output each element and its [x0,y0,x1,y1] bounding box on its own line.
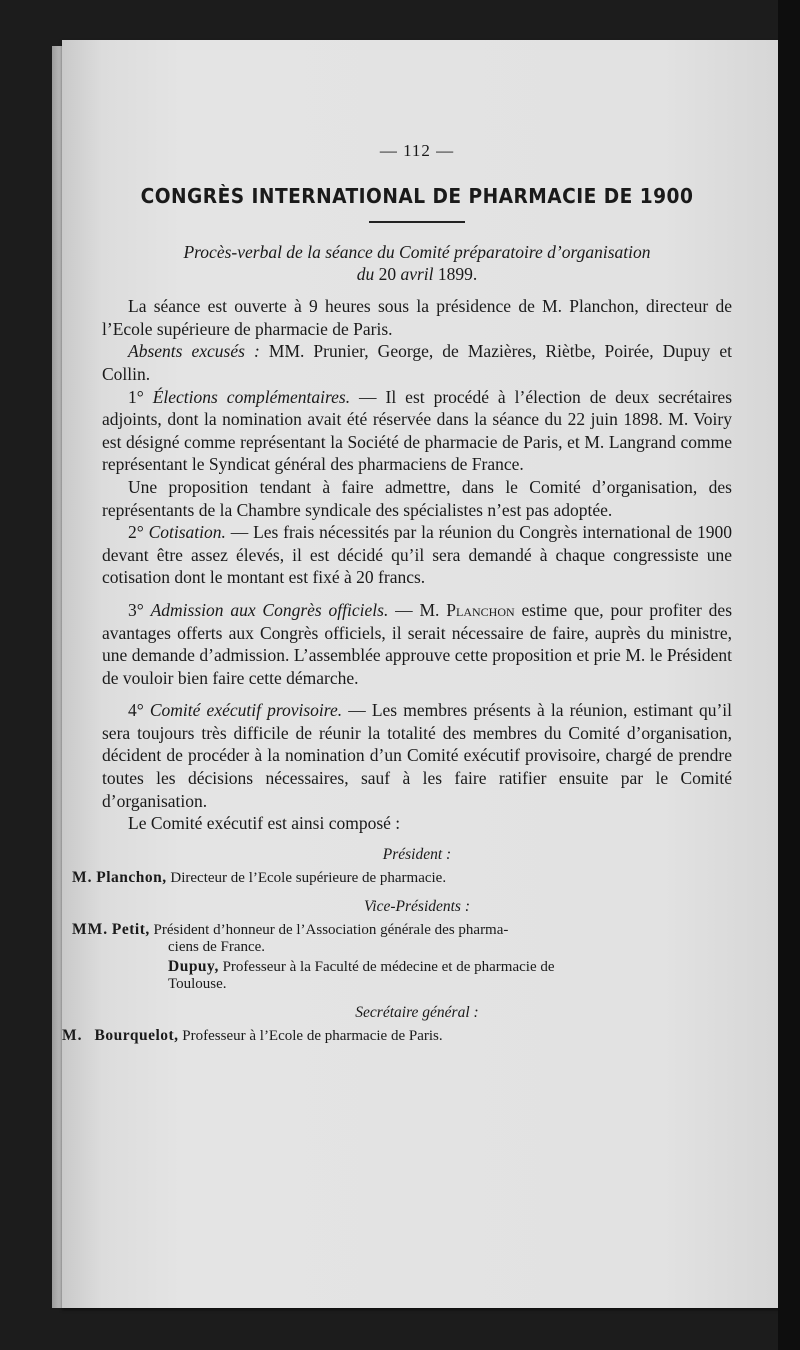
member-prefix: MM. [72,920,109,938]
section-cotisation-text: — Les frais nécessités par la réunion du Congrès international de 1900 devant être assez élevés, il est décidé qu’il sera demandé à chaque congressiste une cotisation dont le montant est fixé à 20 francs. [102,522,732,588]
member-desc: Président d’honneur de l’Association générale des pharma- [149,921,509,938]
member-desc: Directeur de l’Ecole supérieure de pharmacie. [166,869,447,886]
composition-paragraph: Le Comité exécutif est ainsi composé : [128,813,401,834]
member-president [72,869,732,887]
member-name: Bourquelot, [94,1026,179,1044]
section-admission-label: Admission aux Congrès officiels. [150,599,389,620]
section-admission-num: 3° [128,599,151,620]
member-vp2 [168,958,732,993]
section-cotisation-label: Cotisation. [148,522,226,543]
scan-border [778,0,800,1350]
member-prefix: M. [62,1026,83,1044]
page-content [62,140,733,1045]
member-secretary [62,1027,732,1045]
subtitle-month: avril [400,264,434,285]
section-elections-text: — Il est procédé à l’élection de deux secrétaires adjoints, dont la nomination avait été réservée dans la séance du 22 juin 1898. M. Voiry est désigné comme représentant la Société de pharmacie de Paris, et M. Langrand comme représentant le Syndicat général des pharmaciens de France. [102,386,732,475]
absents-text: MM. Prunier, George, de Mazières, Riètbe, Poirée, Dupuy et Collin. [102,341,732,384]
role-president: Président : [382,845,452,863]
subtitle-line2-prefix: du [356,264,375,285]
section-comite-text: — Les membres présents à la réunion, estimant qu’il sera toujours très difficile de réunir la totalité des membres du Comité d’organisation, décident de procéder à la nomination d’un Comité exécutif provisoire, chargé de prendre toutes les décisions nécessaires, sauf à les faire ratifier ensuite par le Comité d’organisation. [102,700,732,811]
section-admission [102,599,732,689]
section-elections [102,386,732,476]
absents-label: Absents excusés : [128,341,260,362]
section-admission-name: Planchon [446,599,515,620]
member-vp1 [72,921,732,956]
section-comite [102,699,732,812]
title-divider [369,221,465,223]
member-name: Dupuy, [168,957,219,975]
section-cotisation-num: 2° [128,522,149,543]
member-name: Planchon, [96,868,167,886]
section-elections-label: Élections complémentaires. [152,386,351,407]
section-comite-label: Comité exécutif provisoire. [149,700,343,721]
page-number: — 112 — [379,141,455,160]
member-desc: Professeur à la Faculté de médecine et de pharmacie de [218,958,555,975]
section-cotisation [102,521,732,589]
role-vice-presidents: Vice-Présidents : [363,897,471,915]
member-desc: Professeur à l’Ecole de pharmacie de Paris. [178,1027,443,1044]
section-comite-num: 4° [128,700,150,721]
absents-paragraph [102,340,732,385]
role-secretary: Secrétaire général : [355,1003,479,1021]
subtitle-year: 1899. [437,264,478,285]
document-title: CONGRÈS INTERNATIONAL DE PHARMACIE DE 1900 [140,183,694,208]
proposition-paragraph: Une proposition tendant à faire admettre, dans le Comité d’organisation, des représentants de la Chambre syndicale des spécialistes n’est pas adoptée. [102,476,732,520]
section-admission-text-after: estime que, pour profiter des avantages offerts aux Congrès officiels, il serait nécessaire de faire, auprès du ministre, une demande d’admission. L’assemblée approuve cette proposition et prie M. le Président de vouloir bien faire cette démarche. [102,599,733,688]
member-prefix: M. [72,868,93,886]
member-name: Petit, [111,920,150,938]
subtitle-day: 20 [378,264,397,285]
member-desc-cont: ciens de France. [168,938,266,955]
subtitle [102,241,732,285]
section-admission-text-before: — M. [388,599,447,620]
member-desc-cont: Toulouse. [168,975,227,992]
opening-paragraph: La séance est ouverte à 9 heures sous la présidence de M. Planchon, directeur de l’Ecole supérieure de pharmacie de Paris. [102,296,732,339]
section-elections-num: 1° [128,386,153,407]
subtitle-line1: Procès-verbal de la séance du Comité préparatoire d’organisation [183,242,651,263]
